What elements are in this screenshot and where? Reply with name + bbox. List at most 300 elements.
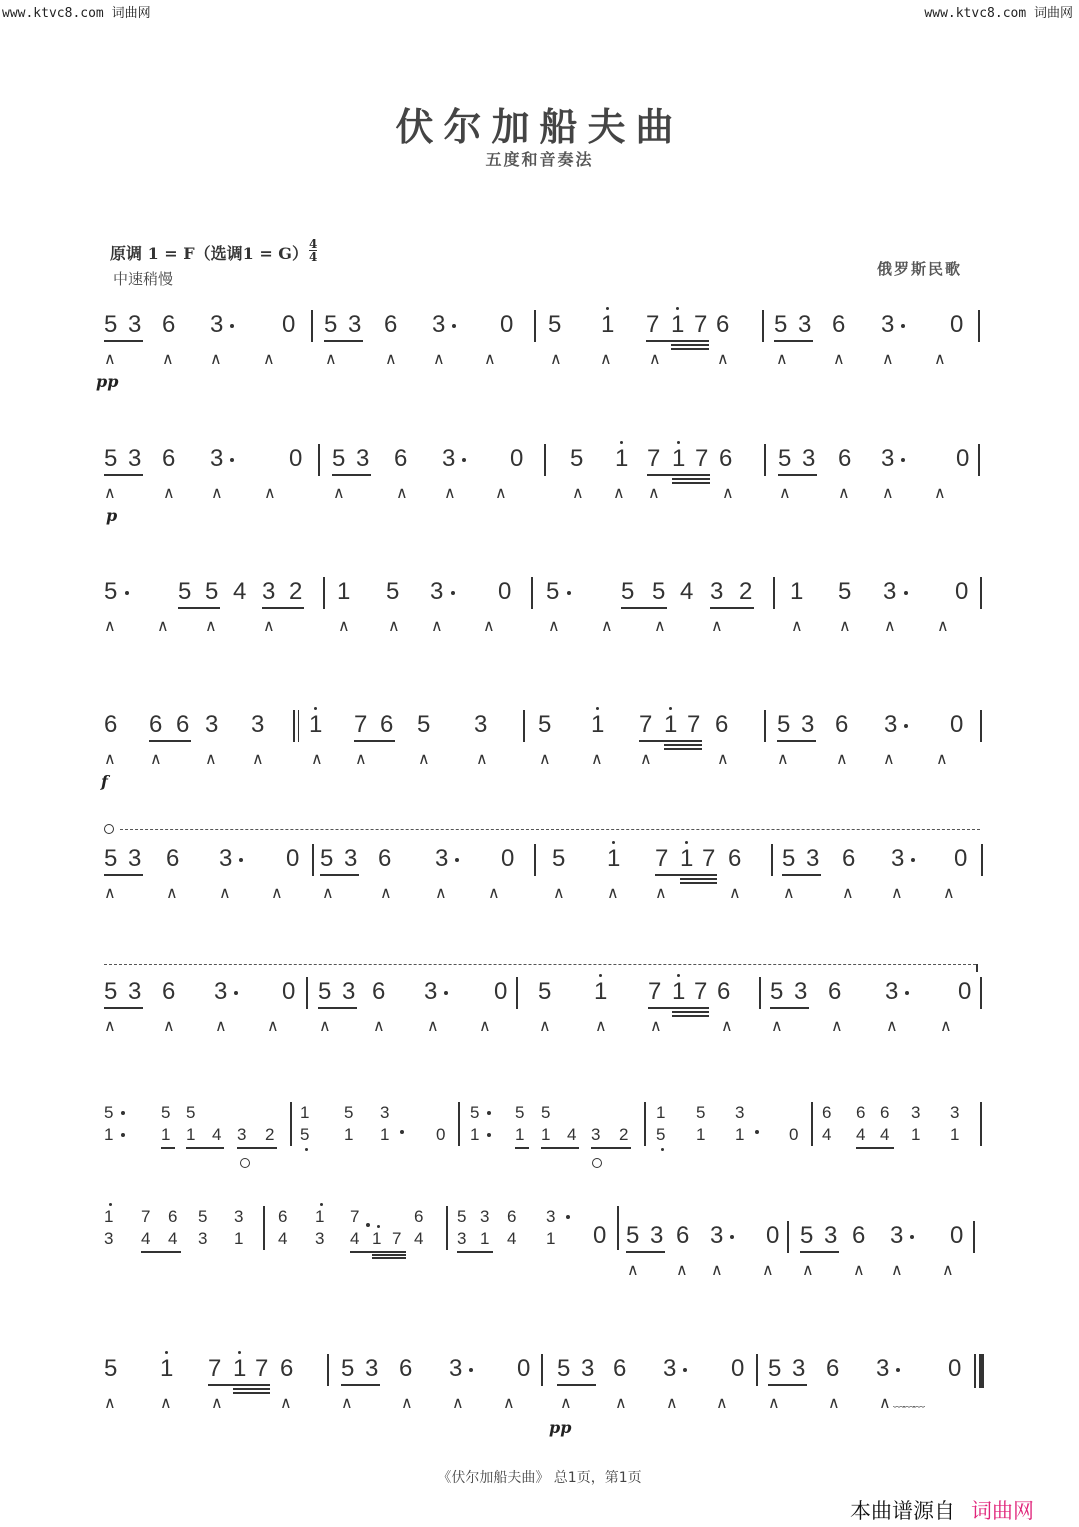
beam-underline — [233, 1392, 270, 1394]
note: 6 — [384, 311, 398, 338]
note: 4 — [680, 578, 694, 605]
note: 5 — [320, 845, 334, 872]
note: 1 — [233, 1355, 247, 1382]
note: 2 — [739, 578, 753, 605]
beam-underline — [646, 340, 709, 342]
beam-underline — [782, 874, 821, 876]
note: 0 — [289, 445, 303, 472]
beam-underline — [770, 1007, 809, 1009]
note: 5 — [768, 1355, 782, 1382]
note: 3 — [710, 578, 724, 605]
augmentation-dot — [904, 724, 908, 728]
note: 0 — [950, 1222, 964, 1249]
note: 0 — [498, 578, 512, 605]
accent-mark: ∧ — [721, 1016, 733, 1035]
note: 3 — [424, 978, 438, 1005]
note: 0 — [950, 711, 964, 738]
accent-mark: ∧ — [385, 349, 397, 368]
note: 3 — [650, 1222, 664, 1249]
note: 3 — [432, 311, 446, 338]
ottava-line-1 — [120, 829, 980, 830]
beam-underline — [655, 874, 717, 876]
barline — [323, 577, 325, 609]
beam-underline — [104, 874, 143, 876]
note: 3 — [950, 1103, 960, 1122]
note: 7 — [702, 845, 716, 872]
note: 4 — [414, 1229, 424, 1248]
note: 6 — [728, 845, 742, 872]
note: 5 — [205, 578, 219, 605]
beam-underline — [856, 1147, 894, 1149]
note: 3 — [430, 578, 444, 605]
beam-underline — [680, 882, 717, 884]
note: 5 — [778, 445, 792, 472]
barline — [458, 1102, 460, 1146]
note: 3 — [824, 1222, 838, 1249]
note: 6 — [380, 711, 394, 738]
barline — [773, 577, 775, 609]
augmentation-dot — [905, 991, 909, 995]
accent-mark: ∧ — [484, 349, 496, 368]
note: 6 — [176, 711, 190, 738]
beam-underline — [320, 874, 359, 876]
note: 4 — [212, 1125, 222, 1144]
beam-underline — [372, 1257, 406, 1259]
beam-underline — [104, 1007, 143, 1009]
note: 5 — [696, 1103, 706, 1122]
accent-mark: ∧ — [600, 349, 612, 368]
note: 4 — [168, 1229, 178, 1248]
note: 5 — [300, 1125, 310, 1144]
note: 0 — [789, 1125, 799, 1144]
accent-mark: ∧ — [627, 1260, 639, 1279]
beam-underline — [161, 1147, 175, 1149]
beam-underline — [800, 1251, 839, 1253]
beam-underline — [457, 1251, 493, 1253]
accent-mark: ∧ — [550, 349, 562, 368]
augmentation-dot — [452, 324, 456, 328]
note: 6 — [378, 845, 392, 872]
accent-mark: ∧ — [373, 1016, 385, 1035]
note: 3 — [210, 311, 224, 338]
note: 6 — [716, 311, 730, 338]
note: 5 — [344, 1103, 354, 1122]
barline — [787, 1221, 789, 1253]
composer: 俄罗斯民歌 — [877, 260, 963, 278]
barline — [516, 977, 518, 1009]
note: 3 — [128, 978, 142, 1005]
tempo-marking: 中速稍慢 — [113, 270, 174, 288]
note: 5 — [104, 578, 118, 605]
high-octave-dot — [596, 707, 599, 710]
high-octave-dot — [676, 307, 679, 310]
note: 5 — [417, 711, 431, 738]
note: 0 — [593, 1222, 607, 1249]
beam-underline — [639, 740, 702, 742]
note: 5 — [470, 1103, 480, 1122]
beam-underline — [621, 607, 667, 609]
accent-mark: ∧ — [479, 1016, 491, 1035]
augmentation-dot — [896, 1368, 900, 1372]
note: 2 — [289, 578, 303, 605]
note: 4 — [856, 1125, 866, 1144]
key-signature: 原调 1 = F（选调1 = G） — [110, 244, 308, 263]
accent-mark: ∧ — [267, 1016, 279, 1035]
accent-mark: ∧ — [882, 349, 894, 368]
note: 3 — [449, 1355, 463, 1382]
note: 1 — [337, 578, 351, 605]
note: 3 — [214, 978, 228, 1005]
note: 6 — [162, 445, 176, 472]
note: 3 — [884, 711, 898, 738]
accent-mark: ∧ — [333, 483, 345, 502]
source-credit — [850, 1495, 1034, 1525]
accent-mark: ∧ — [886, 1016, 898, 1035]
note: 2 — [265, 1125, 275, 1144]
note: 5 — [800, 1222, 814, 1249]
accent-mark: ∧ — [883, 749, 895, 768]
accent-mark: ∧ — [711, 616, 723, 635]
barline — [771, 844, 773, 876]
harmonic-circle — [240, 1158, 250, 1168]
barline — [973, 1221, 975, 1253]
note: 1 — [104, 1125, 114, 1144]
note: 3 — [474, 711, 488, 738]
note: 5 — [552, 845, 566, 872]
note: 0 — [282, 311, 296, 338]
augmentation-dot — [487, 1111, 491, 1115]
augmentation-dot — [462, 458, 466, 462]
beam-underline — [672, 478, 710, 480]
ottava-end-hook — [976, 964, 978, 972]
accent-mark: ∧ — [722, 483, 734, 502]
barline — [617, 1206, 619, 1250]
note: 1 — [656, 1103, 666, 1122]
note: 5 — [777, 711, 791, 738]
accent-mark: ∧ — [842, 883, 854, 902]
song-subtitle: 五度和音奏法 — [485, 150, 594, 169]
accent-mark: ∧ — [338, 616, 350, 635]
beam-underline — [186, 1147, 224, 1149]
high-octave-dot — [606, 307, 609, 310]
augmentation-dot — [455, 858, 459, 862]
accent-mark: ∧ — [716, 1393, 728, 1412]
note: 3 — [735, 1103, 745, 1122]
note: 5 — [341, 1355, 355, 1382]
note: 3 — [710, 1222, 724, 1249]
note: 3 — [205, 711, 219, 738]
note: 3 — [104, 1229, 114, 1248]
note: 1 — [541, 1125, 551, 1144]
note: 3 — [210, 445, 224, 472]
note: 6 — [835, 711, 849, 738]
note: 5 — [386, 578, 400, 605]
accent-mark: ∧ — [427, 1016, 439, 1035]
ottava-line-2 — [104, 964, 976, 965]
accent-mark: ∧ — [431, 616, 443, 635]
note: 5 — [538, 711, 552, 738]
beam-underline — [672, 482, 710, 484]
note: 5 — [770, 978, 784, 1005]
note: 6 — [104, 711, 118, 738]
barline — [327, 1354, 329, 1386]
accent-mark: ∧ — [771, 1016, 783, 1035]
accent-mark: ∧ — [325, 349, 337, 368]
augmentation-dot — [730, 1235, 734, 1239]
note: 5 — [104, 845, 118, 872]
accent-mark: ∧ — [828, 1393, 840, 1412]
note: 6 — [399, 1355, 413, 1382]
accent-mark: ∧ — [666, 1393, 678, 1412]
note: 4 — [350, 1229, 360, 1248]
note: 3 — [480, 1207, 490, 1226]
note: 3 — [911, 1103, 921, 1122]
high-octave-dot — [314, 707, 317, 710]
note: 5 — [515, 1103, 525, 1122]
note: 4 — [278, 1229, 288, 1248]
note: 3 — [356, 445, 370, 472]
note: 5 — [104, 1103, 114, 1122]
accent-mark: ∧ — [157, 616, 169, 635]
barline — [544, 444, 546, 476]
note: 3 — [251, 711, 265, 738]
accent-mark: ∧ — [572, 483, 584, 502]
accent-mark: ∧ — [615, 1393, 627, 1412]
beam-underline — [664, 744, 702, 746]
note: 6 — [828, 978, 842, 1005]
note: 0 — [948, 1355, 962, 1382]
accent-mark: ∧ — [717, 749, 729, 768]
beam-underline — [350, 1251, 406, 1253]
accent-mark: ∧ — [205, 749, 217, 768]
accent-mark: ∧ — [768, 1393, 780, 1412]
note: 3 — [798, 311, 812, 338]
barline — [534, 310, 536, 342]
augmentation-dot — [444, 991, 448, 995]
accent-mark: ∧ — [435, 883, 447, 902]
note: 0 — [958, 978, 972, 1005]
accent-mark: ∧ — [104, 349, 116, 368]
augmentation-dot — [904, 591, 908, 595]
beam-underline — [318, 1007, 357, 1009]
note: 3 — [890, 1222, 904, 1249]
note: 1 — [546, 1229, 556, 1248]
note: 1 — [594, 978, 608, 1005]
beam-underline — [178, 607, 220, 609]
note: 5 — [457, 1207, 467, 1226]
accent-mark: ∧ — [160, 1393, 172, 1412]
note: 3 — [380, 1103, 390, 1122]
note: 1 — [315, 1207, 325, 1226]
beam-underline — [671, 344, 709, 346]
time-signature-top: 4 — [309, 237, 318, 251]
note: 5 — [104, 1355, 118, 1382]
barline — [762, 310, 764, 342]
barline — [974, 1354, 976, 1388]
note: 1 — [234, 1229, 244, 1248]
barline — [980, 577, 982, 609]
dynamic-p: p — [106, 506, 118, 525]
augmentation-dot — [125, 591, 129, 595]
augmentation-dot — [451, 591, 455, 595]
accent-mark: ∧ — [150, 749, 162, 768]
beam-underline — [332, 474, 371, 476]
note: 3 — [344, 845, 358, 872]
source-brand: 词曲网 — [971, 1499, 1034, 1523]
accent-mark: ∧ — [396, 483, 408, 502]
note: 3 — [581, 1355, 595, 1382]
accent-mark: ∧ — [104, 1393, 116, 1412]
accent-mark: ∧ — [163, 1016, 175, 1035]
dynamic-pp-end: pp — [549, 1418, 572, 1437]
augmentation-dot — [755, 1130, 759, 1134]
beam-underline — [672, 1011, 709, 1013]
accent-mark: ∧ — [607, 883, 619, 902]
note: 7 — [694, 311, 708, 338]
augmentation-dot — [683, 1368, 687, 1372]
note: 1 — [470, 1125, 480, 1144]
accent-mark: ∧ — [418, 749, 430, 768]
barline — [318, 444, 320, 476]
note: 3 — [881, 445, 895, 472]
note: 3 — [885, 978, 899, 1005]
accent-mark: ∧ — [853, 1260, 865, 1279]
accent-mark: ∧ — [802, 1260, 814, 1279]
beam-underline — [672, 1015, 709, 1017]
accent-mark: ∧ — [483, 616, 495, 635]
note: 5 — [557, 1355, 571, 1382]
augmentation-dot — [239, 858, 243, 862]
note: 4 — [233, 578, 247, 605]
note: 0 — [282, 978, 296, 1005]
note: 6 — [280, 1355, 294, 1382]
beam-underline — [515, 1147, 529, 1149]
beam-underline — [354, 740, 395, 742]
note: 1 — [480, 1229, 490, 1248]
accent-mark: ∧ — [934, 483, 946, 502]
note: 0 — [436, 1125, 446, 1144]
barline — [978, 444, 980, 476]
barline — [534, 844, 536, 876]
note: 7 — [648, 978, 662, 1005]
note: 7 — [694, 978, 708, 1005]
note: 0 — [956, 445, 970, 472]
accent-mark: ∧ — [252, 749, 264, 768]
beam-underline — [648, 1007, 709, 1009]
accent-mark: ∧ — [940, 1016, 952, 1035]
note: 3 — [801, 711, 815, 738]
note: 0 — [766, 1222, 780, 1249]
note: 6 — [278, 1207, 288, 1226]
beam-underline — [149, 740, 191, 742]
accent-mark: ∧ — [548, 616, 560, 635]
note: 5 — [332, 445, 346, 472]
note: 3 — [128, 445, 142, 472]
accent-mark: ∧ — [879, 1393, 891, 1412]
accent-mark: ∧ — [433, 349, 445, 368]
accent-mark: ∧ — [211, 1393, 223, 1412]
note: 5 — [548, 311, 562, 338]
barline — [446, 1206, 448, 1250]
beam-underline — [768, 1384, 807, 1386]
barline — [756, 1354, 758, 1386]
barline — [298, 710, 299, 742]
note: 3 — [315, 1229, 325, 1248]
note: 6 — [715, 711, 729, 738]
accent-mark: ∧ — [539, 749, 551, 768]
note: 7 — [639, 711, 653, 738]
accent-mark: ∧ — [779, 483, 791, 502]
note: 4 — [141, 1229, 151, 1248]
barline — [759, 977, 761, 1009]
note: 0 — [731, 1355, 745, 1382]
beam-underline — [233, 1388, 270, 1390]
accent-mark: ∧ — [401, 1393, 413, 1412]
accent-mark: ∧ — [488, 883, 500, 902]
accent-mark: ∧ — [539, 1016, 551, 1035]
note: 7 — [695, 445, 709, 472]
note: 6 — [166, 845, 180, 872]
accent-mark: ∧ — [380, 883, 392, 902]
barline — [523, 710, 525, 742]
time-signature — [309, 238, 317, 263]
note: 1 — [680, 845, 694, 872]
barline — [764, 710, 766, 742]
note: 7 — [687, 711, 701, 738]
accent-mark: ∧ — [215, 1016, 227, 1035]
barline — [979, 1354, 984, 1388]
watermark-right: www.ktvc8.com 词曲网 — [924, 6, 1073, 21]
note: 6 — [372, 978, 386, 1005]
note: 1 — [309, 711, 323, 738]
accent-mark: ∧ — [936, 749, 948, 768]
note: 5 — [541, 1103, 551, 1122]
accent-mark: ∧ — [884, 616, 896, 635]
note: 3 — [348, 311, 362, 338]
accent-mark: ∧ — [322, 883, 334, 902]
accent-mark: ∧ — [264, 483, 276, 502]
beam-underline — [647, 474, 710, 476]
accent-mark: ∧ — [495, 483, 507, 502]
accent-mark: ∧ — [319, 1016, 331, 1035]
note: 3 — [198, 1229, 208, 1248]
note: 3 — [435, 845, 449, 872]
accent-mark: ∧ — [355, 749, 367, 768]
accent-mark: ∧ — [104, 1016, 116, 1035]
note: 6 — [394, 445, 408, 472]
accent-mark: ∧ — [104, 883, 116, 902]
note: 1 — [672, 445, 686, 472]
barline — [290, 1102, 292, 1146]
note: 6 — [168, 1207, 178, 1226]
high-octave-dot — [599, 974, 602, 977]
beam-underline — [237, 1147, 277, 1149]
note: 0 — [954, 845, 968, 872]
beam-underline — [626, 1251, 665, 1253]
accent-mark: ∧ — [166, 883, 178, 902]
note: 1 — [671, 311, 685, 338]
high-octave-dot — [320, 1203, 323, 1206]
note: 6 — [613, 1355, 627, 1382]
note: 1 — [735, 1125, 745, 1144]
accent-mark: ∧ — [341, 1393, 353, 1412]
note: 1 — [790, 578, 804, 605]
beam-underline — [372, 1254, 406, 1256]
accent-mark: ∧ — [601, 616, 613, 635]
accent-mark: ∧ — [776, 349, 788, 368]
accent-mark: ∧ — [791, 616, 803, 635]
watermark-left: www.ktvc8.com 词曲网 — [2, 6, 151, 21]
